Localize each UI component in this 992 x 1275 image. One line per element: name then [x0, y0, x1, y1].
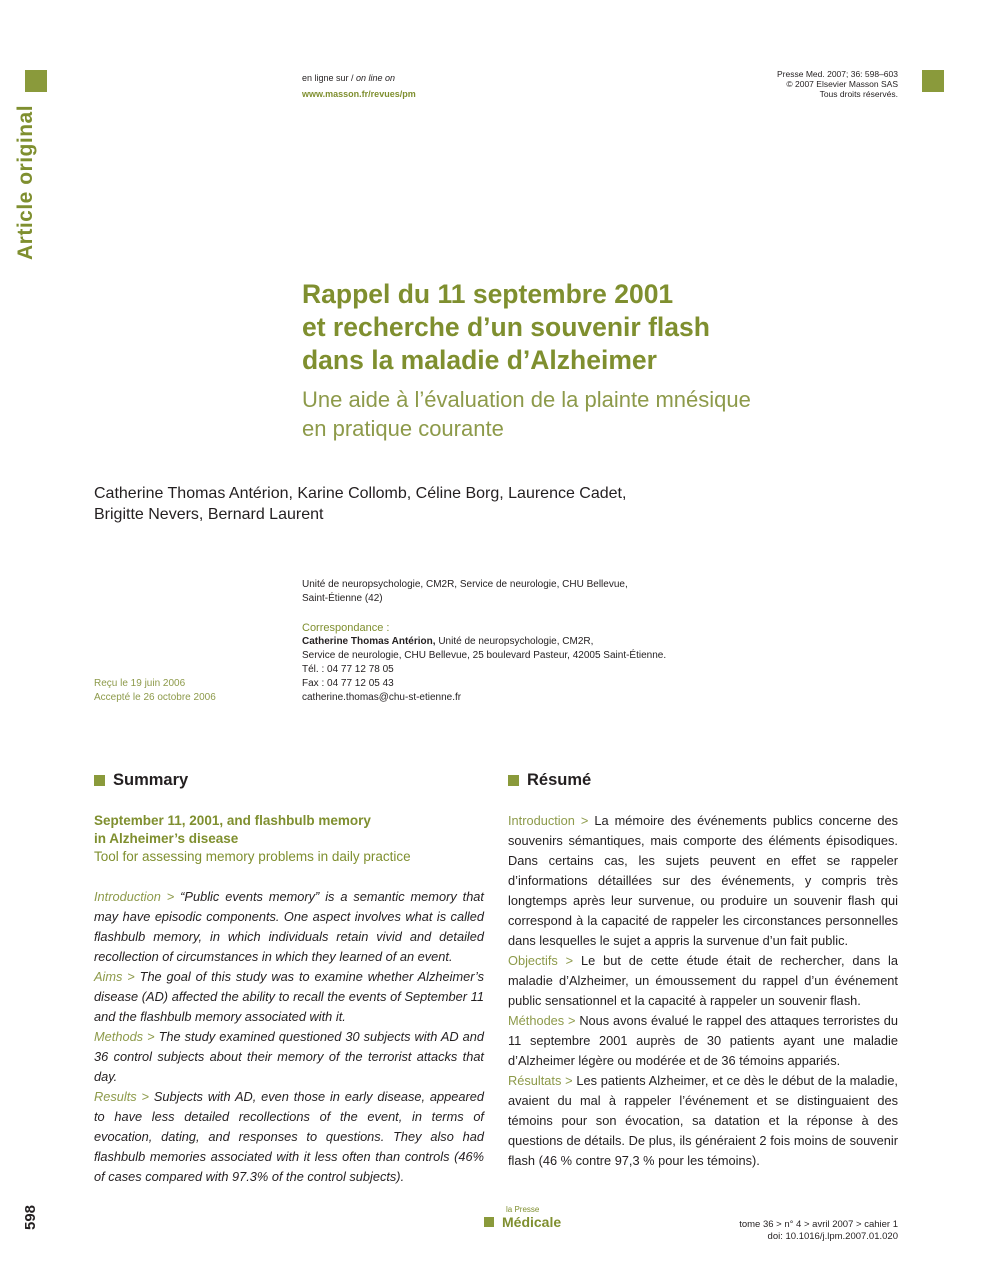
english-title	[94, 812, 494, 866]
doi-line[interactable]: doi: 10.1016/j.lpm.2007.01.020	[767, 1231, 898, 1242]
online-header	[302, 70, 416, 102]
online-prefix: en ligne sur /	[302, 73, 357, 83]
paragraph-text: “Public events memory” is a semantic memory that may have episodic components. One aspect involves what is called flashbulb memory, in which individuals retain vivid and detailed recollection of circumstances in which they learned of an event.	[94, 889, 484, 964]
correspondence-tel: Tél. : 04 77 12 78 05	[302, 664, 394, 675]
resume-paragraph	[508, 811, 898, 951]
paragraph-text: The goal of this study was to examine whether Alzheimer’s disease (AD) affected the ability to recall the events of September 11 and the flashbulb memory associated with it.	[94, 969, 484, 1024]
corner-square-right	[922, 70, 944, 92]
article-dates	[94, 677, 294, 705]
correspondence	[302, 621, 902, 705]
resume-heading-text: Résumé	[527, 771, 592, 789]
logo-main	[484, 1214, 561, 1230]
journal-logo	[484, 1206, 561, 1230]
english-title-line: in Alzheimer’s disease	[94, 831, 239, 846]
copyright: © 2007 Elsevier Masson SAS	[786, 79, 898, 89]
resume-paragraph	[508, 951, 898, 1011]
affiliation-line: Saint-Étienne (42)	[302, 593, 383, 604]
authors	[94, 483, 794, 525]
page-number: 598	[22, 1204, 39, 1230]
issue-info	[739, 1219, 898, 1243]
square-bullet-icon	[508, 775, 519, 786]
section-label: Objectifs >	[508, 953, 581, 968]
article-subtitle	[302, 385, 862, 443]
section-label: Methods >	[94, 1029, 159, 1044]
issue-line: tome 36 > n° 4 > avril 2007 > cahier 1	[739, 1219, 898, 1230]
section-label: Results >	[94, 1089, 154, 1104]
section-label: Introduction >	[94, 889, 181, 904]
title-line: dans la maladie d’Alzheimer	[302, 345, 657, 375]
accepted-date: Accepté le 26 octobre 2006	[94, 692, 216, 703]
summary-paragraph	[94, 967, 484, 1027]
affiliation-line: Unité de neuropsychologie, CM2R, Service de neurologie, CHU Bellevue,	[302, 579, 628, 590]
rights: Tous droits réservés.	[819, 89, 898, 99]
summary-heading-text: Summary	[113, 771, 189, 789]
summary-paragraph	[94, 1087, 484, 1187]
english-subtitle: Tool for assessing memory problems in daily practice	[94, 849, 411, 864]
section-label: Introduction >	[508, 813, 595, 828]
correspondence-label: Correspondance :	[302, 622, 390, 634]
resume-heading	[508, 771, 591, 790]
summary-paragraph	[94, 1027, 484, 1087]
citation-header	[777, 69, 898, 99]
citation: Presse Med. 2007; 36: 598–603	[777, 69, 898, 79]
square-bullet-icon	[484, 1217, 494, 1227]
authors-line: Catherine Thomas Antérion, Karine Collomb, Céline Borg, Laurence Cadet,	[94, 485, 627, 502]
summary-body	[94, 887, 484, 1187]
resume-paragraph	[508, 1071, 898, 1171]
article-type-label: Article original	[14, 104, 37, 260]
subtitle-line: en pratique courante	[302, 416, 504, 441]
correspondence-fax: Fax : 04 77 12 05 43	[302, 678, 394, 689]
journal-url[interactable]: www.masson.fr/revues/pm	[302, 89, 416, 99]
paragraph-text: Subjects with AD, even those in early disease, appeared to have less detailed recollections of the event, in terms of evocation, dating, and responses to questions. They also had flashbulb memories associated with it less often than controls (46% of cases compared with 97.3% of the control subjects).	[94, 1089, 484, 1184]
english-title-line: September 11, 2001, and flashbulb memory	[94, 813, 371, 828]
corner-square-left	[25, 70, 47, 92]
square-bullet-icon	[94, 775, 105, 786]
section-label: Aims >	[94, 969, 140, 984]
title-line: Rappel du 11 septembre 2001	[302, 279, 674, 309]
paragraph-text: Nous avons évalué le rappel des attaques terroristes du 11 septembre 2001 auprès de 30 patients ayant une maladie d’Alzheimer légère ou modérée et de 36 témoins appariés.	[508, 1013, 898, 1068]
subtitle-line: Une aide à l’évaluation de la plainte mnésique	[302, 387, 751, 412]
section-label: Méthodes >	[508, 1013, 580, 1028]
affiliation	[302, 578, 902, 606]
logo-small-text: la Presse	[506, 1205, 540, 1214]
paragraph-text: Le but de cette étude était de rechercher, dans la maladie d’Alzheimer, un émoussement du rappel d’un événement public sensationnel et la capacité à rappeler un souvenir flash.	[508, 953, 898, 1008]
resume-body	[508, 811, 898, 1171]
logo-big-text: Médicale	[502, 1214, 562, 1230]
paragraph-text: La mémoire des événements publics concerne des souvenirs sémantiques, mais comporte des éléments épisodiques. Dans certains cas, les sujets peuvent en effet se rappeler d’informations détaillées sur des événements, y compris très longtemps après leur survenue, ou produire un souvenir flash qui correspond à la capacité de rappeler les circonstances personnelles dans lesquelles le sujet a appris la survenue d’un fait public.	[508, 813, 898, 948]
summary-paragraph	[94, 887, 484, 967]
title-line: et recherche d’un souvenir flash	[302, 312, 710, 342]
correspondence-name: Catherine Thomas Antérion,	[302, 636, 436, 647]
paragraph-text: The study examined questioned 30 subjects with AD and 36 control subjects about their memory of the terrorist attacks that day.	[94, 1029, 484, 1084]
correspondence-email[interactable]: catherine.thomas@chu-st-etienne.fr	[302, 692, 462, 703]
section-label: Résultats >	[508, 1073, 577, 1088]
online-italic: on line on	[356, 73, 396, 83]
correspondence-unit: Unité de neuropsychologie, CM2R,	[435, 636, 594, 647]
authors-line: Brigitte Nevers, Bernard Laurent	[94, 506, 324, 523]
summary-heading	[94, 771, 188, 790]
article-title	[302, 278, 862, 377]
resume-paragraph	[508, 1011, 898, 1071]
correspondence-address: Service de neurologie, CHU Bellevue, 25 boulevard Pasteur, 42005 Saint-Étienne.	[302, 650, 667, 661]
received-date: Reçu le 19 juin 2006	[94, 678, 186, 689]
paragraph-text: Les patients Alzheimer, et ce dès le début de la maladie, avaient du mal à rappeler l’événement et se distinguaient des témoins pour son évocation, sa datation et la réponse à des questions de détails. De plus, ils généraient 2 fois moins de souvenir flash (46 % contre 97,3 % pour les témoins).	[508, 1073, 898, 1168]
